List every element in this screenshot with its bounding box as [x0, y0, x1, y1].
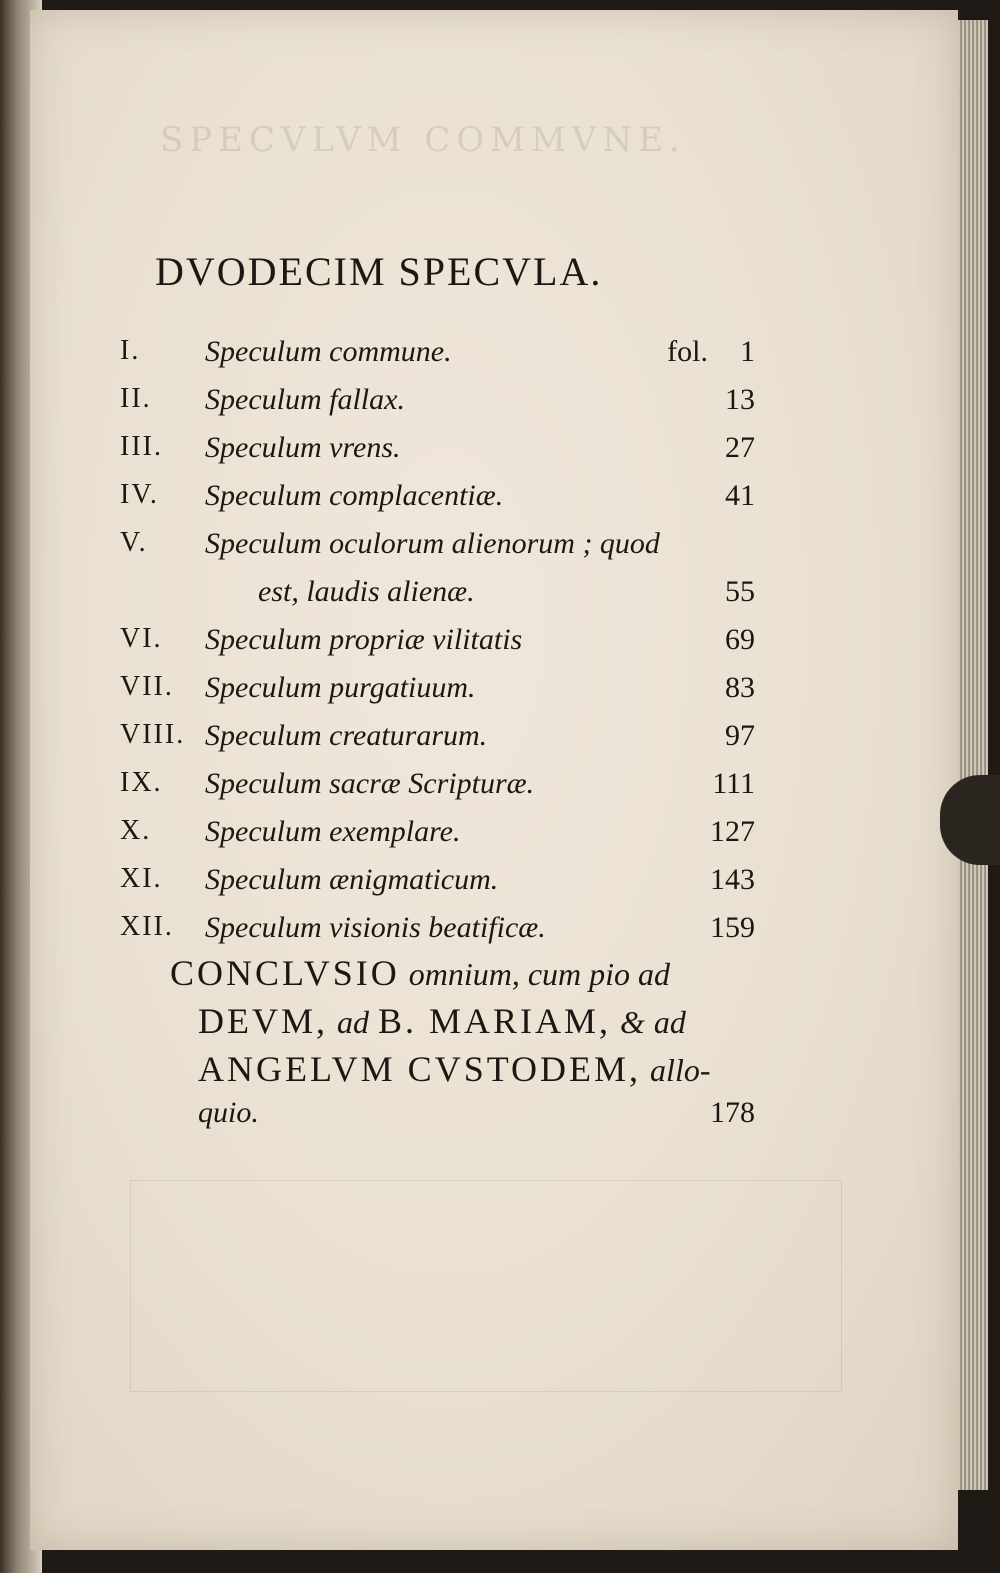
- toc-title: Speculum fallax.: [205, 383, 405, 416]
- toc-page: 178: [710, 1096, 755, 1129]
- toc-row: [0, 767, 1000, 817]
- toc-title: Speculum oculorum alienorum ; quod: [205, 527, 660, 560]
- toc-title: Speculum propriæ vilitatis: [205, 623, 523, 656]
- conclusion-deum: DEVM,: [198, 1001, 328, 1041]
- toc-number: II.: [120, 383, 152, 414]
- conclusion-angelum: ANGELVM CVSTODEM,: [198, 1049, 642, 1089]
- toc-number: IX.: [120, 767, 163, 798]
- toc-row: [0, 527, 1000, 577]
- toc-row: [0, 335, 1000, 385]
- toc-row: [0, 479, 1000, 529]
- toc-title: Speculum purgatiuum.: [205, 671, 476, 704]
- toc-row: [0, 671, 1000, 721]
- toc-number: XII.: [120, 911, 174, 942]
- toc-number: VI.: [120, 623, 163, 654]
- toc-page: 97: [725, 719, 755, 752]
- bleed-through-text: SPECVLVM COMMVNE.: [160, 120, 686, 160]
- conclusion-heading: CONCLVSIO: [170, 953, 400, 993]
- toc-page: 83: [725, 671, 755, 704]
- conclusion-line-2: [198, 1000, 686, 1042]
- toc-title-continued: est, laudis alienæ.: [258, 575, 475, 608]
- toc-row: [0, 383, 1000, 433]
- toc-page: 111: [712, 767, 755, 800]
- toc-number: I.: [120, 335, 141, 366]
- page-title: DVODECIM SPECVLA.: [155, 249, 603, 294]
- conclusion-line-4: [0, 1096, 1000, 1146]
- toc-row: [0, 623, 1000, 673]
- toc-title: Speculum creaturarum.: [205, 719, 488, 752]
- fol-label: fol.: [667, 335, 708, 368]
- toc-page: 41: [725, 479, 755, 512]
- toc-title: Speculum ænigmaticum.: [205, 863, 499, 896]
- toc-title: Speculum commune.: [205, 335, 452, 368]
- toc-row: [0, 863, 1000, 913]
- toc-number: IV.: [120, 479, 159, 510]
- toc-page: 127: [710, 815, 755, 848]
- conclusion-text: omnium, cum pio ad: [408, 956, 671, 992]
- toc-number: VII.: [120, 671, 174, 702]
- toc-title: Speculum complacentiæ.: [205, 479, 504, 512]
- toc-row-continued: [0, 575, 1000, 625]
- toc-number: V.: [120, 527, 148, 558]
- conclusion-ad: ad: [653, 1004, 686, 1040]
- conclusion-text: allo-: [650, 1052, 711, 1088]
- toc-title: Speculum visionis beatificæ.: [205, 911, 546, 944]
- toc-page: 27: [725, 431, 755, 464]
- conclusion-ampersand: &: [620, 1004, 645, 1040]
- toc-page: 69: [725, 623, 755, 656]
- conclusion-ad: ad: [337, 1004, 369, 1040]
- toc-row: [0, 719, 1000, 769]
- toc-page: 1: [740, 335, 755, 368]
- conclusion-line-1: [170, 952, 670, 994]
- conclusion-text: quio.: [198, 1096, 259, 1129]
- toc-page: 143: [710, 863, 755, 896]
- toc-number: XI.: [120, 863, 163, 894]
- toc-row: [0, 431, 1000, 481]
- toc-page: 159: [710, 911, 755, 944]
- conclusion-line-3: [198, 1048, 710, 1090]
- toc-title: Speculum vrens.: [205, 431, 401, 464]
- toc-title: Speculum exemplare.: [205, 815, 461, 848]
- toc-number: III.: [120, 431, 163, 462]
- toc-title: Speculum sacræ Scripturæ.: [205, 767, 535, 800]
- bleed-through-table: [130, 1180, 842, 1392]
- toc-number: VIII.: [120, 719, 186, 750]
- toc-row: [0, 815, 1000, 865]
- conclusion-mariam: B. MARIAM,: [378, 1001, 612, 1041]
- toc-page: 55: [725, 575, 755, 608]
- toc-number: X.: [120, 815, 152, 846]
- toc-page: 13: [725, 383, 755, 416]
